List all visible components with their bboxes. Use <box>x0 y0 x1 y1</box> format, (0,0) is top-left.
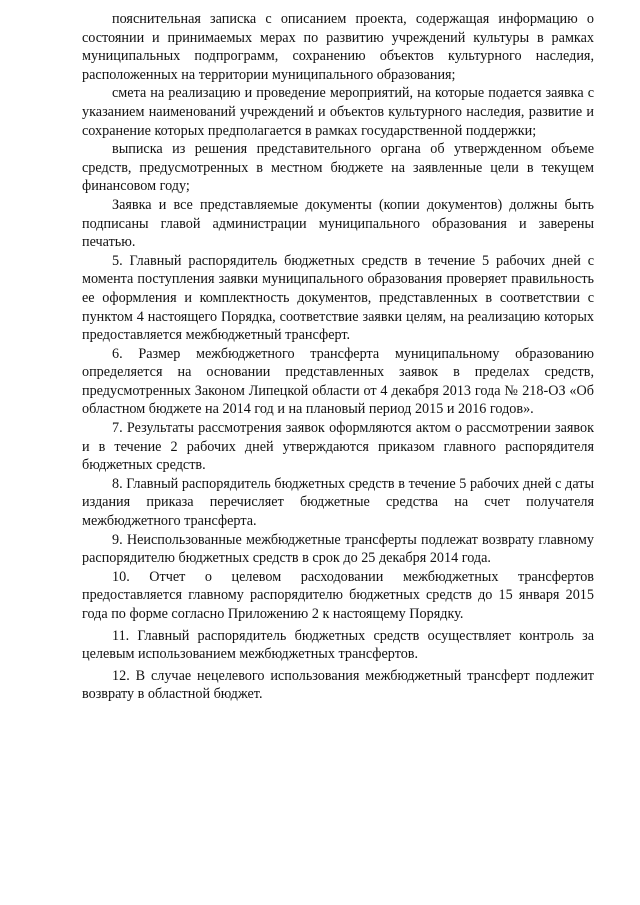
paragraph-item-12: 12. В случае нецелевого использования межбюджетный трансферт подлежит возврату в областной бюджет. <box>82 667 594 703</box>
paragraph-item-11: 11. Главный распорядитель бюджетных средств осуществляет контроль за целевым использованием межбюджетных трансфертов. <box>82 627 594 663</box>
paragraph-application-signature: Заявка и все представляемые документы (копии документов) должны быть подписаны главой администрации муниципального образования и заверены печатью. <box>82 196 594 251</box>
paragraph-item-9: 9. Неиспользованные межбюджетные трансферты подлежат возврату главному распорядителю бюджетных средств в срок до 25 декабря 2014 года. <box>82 531 594 567</box>
paragraph-item-7: 7. Результаты рассмотрения заявок оформляются актом о рассмотрении заявок и в течение 2 рабочих дней утверждаются приказом главного распорядителя бюджетных средств. <box>82 420 594 474</box>
paragraph-estimate: смета на реализацию и проведение мероприятий, на которые подается заявка с указанием наименований учреждений и объектов культурного наследия, развитие и сохранение которых предполагается в рамках государственной поддержки; <box>82 85 594 139</box>
paragraph-item-6: 6. Размер межбюджетного трансферта муниципальному образованию определяется на основании представленных заявок в пределах средств, предусмотренных Законом Липецкой области от 4 декабря 2013 года № 218-ОЗ «Об областном бюджете на 2014 год и на плановый период 2015 и 2016 годов». <box>82 345 594 418</box>
paragraph-item-5: 5. Главный распорядитель бюджетных средств в течение 5 рабочих дней с момента поступления заявки муниципального образования проверяет правильность ее оформления и комплектность документов, представленных в соответствии с пунктом 4 настоящего Порядка, соответствие заявки целям, на реализацию которых предоставляется межбюджетный трансферт. <box>82 252 594 344</box>
paragraph-explanatory-note: пояснительная записка с описанием проекта, содержащая информацию о состоянии и принимаемых мерах по развитию учреждений культуры в рамках муниципальных подпрограмм, сохранению объектов культурного наследия, расположенных на территории муниципального образования; <box>82 11 594 83</box>
paragraph-item-8: 8. Главный распорядитель бюджетных средств в течение 5 рабочих дней с даты издания приказа перечисляет бюджетные средства на счет получателя межбюджетного трансферта. <box>82 475 594 530</box>
paragraph-item-10: 10. Отчет о целевом расходовании межбюджетных трансфертов предоставляется главному распорядителю бюджетных средств до 15 января 2015 года по форме согласно Приложению 2 к настоящему Порядку. <box>82 568 594 622</box>
paragraph-extract: выписка из решения представительного органа об утвержденном объеме средств, предусмотренных в местном бюджете на заявленные цели в текущем финансовом году; <box>82 141 594 195</box>
